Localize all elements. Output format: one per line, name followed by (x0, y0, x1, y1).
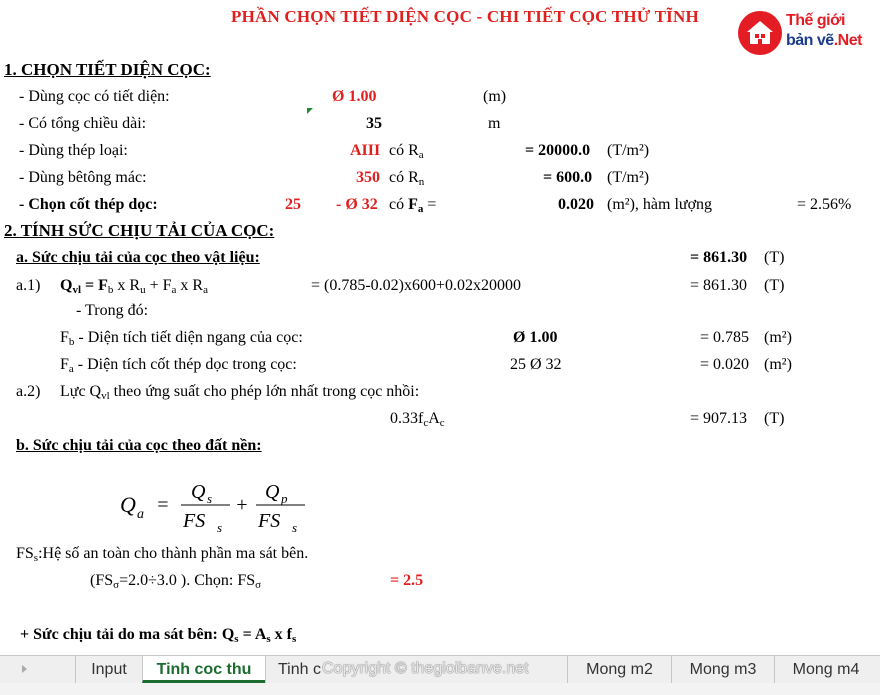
fb-section[interactable]: Ø 1.00 (513, 329, 558, 346)
tab-tinh-coc-thu[interactable]: Tinh coc thu (142, 656, 265, 683)
svg-text:Q: Q (120, 492, 136, 517)
length-unit: m (488, 115, 501, 132)
a2-unit: (T) (764, 410, 785, 427)
tab-mong-m3[interactable]: Mong m3 (671, 656, 774, 683)
fa-label: $F_a$ - Diện tích cốt thép dọc trong cọc: (60, 356, 297, 375)
a1-label: a.1) (16, 277, 41, 294)
tab-mong-m2[interactable]: Mong m2 (567, 656, 671, 683)
tab-mong-m4[interactable]: Mong m4 (774, 656, 877, 683)
svg-text:s: s (292, 520, 298, 535)
section2-heading: 2. TÍNH SỨC CHỊU TẢI CỦA CỌC: (4, 221, 275, 240)
a1-unit: (T) (764, 277, 785, 294)
logo-line1: Thế giới (786, 12, 845, 29)
rebar-fa-label: có $F_a$ = (389, 196, 437, 215)
fs-value[interactable]: = 2.5 (390, 572, 424, 589)
row-steel-label: - Dùng thép loại: (19, 142, 128, 159)
a2-value[interactable]: = 907.13 (690, 410, 748, 427)
svg-text:s: s (207, 491, 213, 506)
svg-text:Q: Q (265, 481, 280, 503)
tab-tinh-coc[interactable]: Tinh c (265, 656, 567, 683)
rebar-count-value[interactable]: 25 (285, 196, 301, 213)
soil-capacity-heading: b. Sức chịu tải của cọc theo đất nền: (16, 437, 262, 454)
cross-section-unit: (m) (483, 88, 507, 105)
svg-text:a: a (137, 507, 144, 522)
svg-text:=: = (156, 494, 170, 516)
steel-ra-value[interactable]: = 20000.0 (525, 142, 591, 159)
fa-rebar[interactable]: 25 Ø 32 (510, 356, 562, 373)
capacity-equation (115, 478, 315, 538)
rebar-fa-value[interactable]: 0.020 (558, 196, 594, 213)
row-concrete-label: - Dùng bêtông mác: (19, 169, 147, 186)
material-capacity-value[interactable]: = 861.30 (690, 249, 748, 266)
svg-text:s: s (217, 520, 223, 535)
fb-label: $F_b$ - Diện tích tiết diện ngang của cọc: (60, 329, 303, 348)
watermark: Copyright © thegioibanve.net (322, 660, 529, 677)
concrete-grade-value[interactable]: 350 (356, 169, 380, 186)
concrete-rn-value[interactable]: = 600.0 (543, 169, 593, 186)
a1-expression[interactable]: = (0.785-0.02)x600+0.02x20000 (311, 277, 522, 294)
steel-ra-label: có $R_a$ (389, 142, 424, 161)
a2-description: Lực $Q_{vl}$ theo ứng suất cho phép lớn nhất trong cọc nhồi: (60, 383, 420, 402)
svg-text:Q: Q (191, 481, 206, 503)
svg-text:FS: FS (258, 510, 281, 532)
row-cross-section-label: - Dùng cọc có tiết diện: (19, 88, 170, 105)
length-value[interactable]: 35 (366, 115, 382, 132)
status-bar (0, 683, 880, 695)
a2-label: a.2) (16, 383, 41, 400)
house-icon (745, 18, 775, 48)
cross-section-value[interactable]: Ø 1.00 (332, 88, 377, 105)
where-label: - Trong đó: (76, 302, 149, 319)
concrete-rn-unit: (T/m²) (607, 169, 650, 186)
sheet-tab-bar (0, 655, 880, 684)
scroll-tabs-right-icon[interactable] (22, 665, 27, 673)
logo-line2: bản vẽ.Net (786, 32, 862, 49)
page-title: PHẦN CHỌN TIẾT DIỆN CỌC - CHI TIẾT CỌC THỬ TĨNH (231, 7, 699, 26)
fa-unit: (m²) (764, 356, 792, 373)
svg-text:FS: FS (183, 510, 206, 532)
logo (738, 8, 878, 58)
row-length-label: - Có tổng chiều dài: (19, 115, 147, 132)
material-capacity-unit: (T) (764, 249, 785, 266)
reinforcement-ratio[interactable]: = 2.56% (797, 196, 852, 213)
row-rebar-label: - Chọn cốt thép dọc: (19, 196, 158, 213)
fs-description: $FS_s:Hệ$ số an toàn cho thành phần ma sát bên. (16, 545, 309, 564)
svg-text:p: p (281, 491, 288, 506)
material-capacity-heading: a. Sức chịu tải của cọc theo vật liệu: (16, 249, 260, 266)
section1-heading: 1. CHỌN TIẾT DIỆN CỌC: (4, 60, 211, 79)
concrete-rn-label: có $R_n$ (389, 169, 425, 188)
tab-input[interactable]: Input (75, 656, 142, 683)
friction-capacity-heading: + Sức chịu tải do ma sát bên: $Q_s = A_s$ x $f_s$ (20, 626, 297, 645)
cell-comment-marker-icon[interactable] (307, 108, 313, 114)
a1-formula: $Q_{vl} = F_b$ x $R_u + F_a$ x $R_a$ (60, 277, 208, 296)
rebar-diameter-value[interactable]: - Ø 32 (336, 196, 378, 213)
a1-value[interactable]: = 861.30 (690, 277, 748, 294)
a2-expression[interactable]: $0.33f_cA_c$ (390, 410, 445, 429)
svg-text:+: + (235, 494, 249, 516)
fb-unit: (m²) (764, 329, 792, 346)
fb-value[interactable]: = 0.785 (700, 329, 750, 346)
rebar-fa-unit: (m²), hàm lượng (607, 196, 713, 213)
fs-choice: ($FS_\sigma=2.0\div 3.0$ ). Chọn: $FS_\sigma$ (90, 572, 262, 591)
fa-value[interactable]: = 0.020 (700, 356, 750, 373)
steel-ra-unit: (T/m²) (607, 142, 650, 159)
steel-type-value[interactable]: AIII (350, 142, 381, 159)
